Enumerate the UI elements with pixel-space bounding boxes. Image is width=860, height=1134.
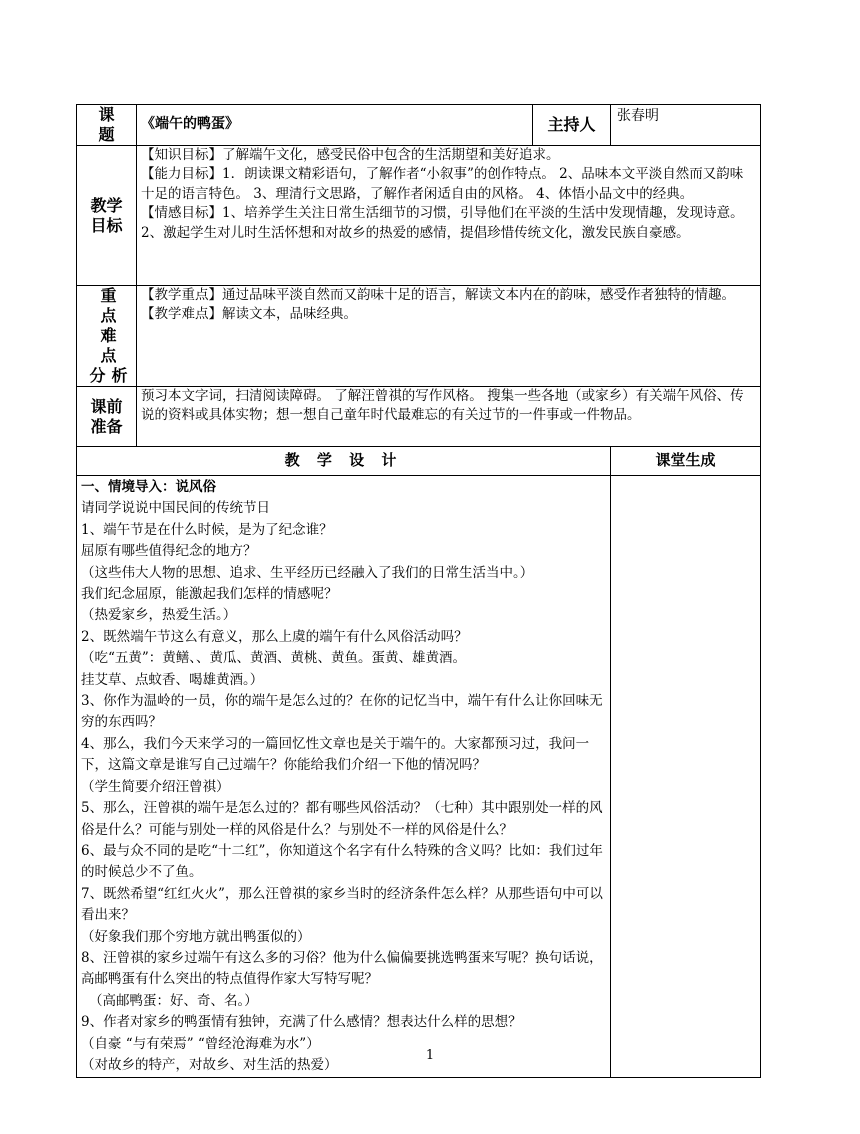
design-line: 7、既然希望“红红火火”，那么汪曾祺的家乡当时的经济条件怎么样？从那些语句中可以看出来？ xyxy=(81,885,603,924)
design-line: 1、端午节是在什么时候，是为了纪念谁？ xyxy=(81,521,333,538)
keypoints-row xyxy=(77,286,761,387)
topic-label xyxy=(77,105,137,146)
design-line: 5、那么，汪曾祺的端午是怎么过的？都有哪些风俗活动？（七种）其中跟别处一样的风俗是什么？可能与别处一样的风俗是什么？与别处不一样的风俗是什么？ xyxy=(81,800,603,838)
design-line: 6、最与众不同的是吃“十二红”，你知道这个名字有什么特殊的含义吗？比如：我们过年的时候总少不了鱼。 xyxy=(81,842,603,881)
emotion-goal: 【情感目标】1、培养学生关注日常生活细节的习惯，引导他们在平淡的生活中发现情趣，发现诗意。2、激起学生对儿时生活怀想和对故乡的热爱的感情，提倡珍惜传统文化，激发民族自豪感。 xyxy=(141,205,744,241)
design-line: 4、那么，我们今天来学习的一篇回忆性文章也是关于端午的。大家都预习过，我问一下，这篇文章是谁写自己过端午？你能给我们介绍一下他的情况吗？ xyxy=(81,735,590,774)
keypoints-label xyxy=(77,286,137,387)
section-title: 一、情境导入：说风俗 xyxy=(81,479,216,495)
lesson-title: 《端午的鸭蛋》 xyxy=(141,116,239,133)
design-line: 屈原有哪些值得纪念的地方？ xyxy=(81,543,257,560)
design-line: （自豪 “与有荣焉” “曾经沧海难为水”） xyxy=(81,1035,320,1052)
keypoints-content xyxy=(137,286,761,387)
prep-label-text: 课前 准备 xyxy=(90,396,123,436)
lesson-plan-table xyxy=(76,104,761,1078)
design-line: （学生简要介绍汪曾祺） xyxy=(81,778,230,795)
goals-label xyxy=(77,146,137,286)
classroom-generation-text: 课堂生成 xyxy=(655,451,716,470)
design-line: 9、作者对家乡的鸭蛋情有独钟，充满了什么感情？想表达什么样的思想？ xyxy=(81,1014,522,1031)
key-point: 【教学重点】通过品味平淡自然而又韵味十足的语言，解读文本内在的韵味，感受作者独特的情趣。 xyxy=(141,287,735,303)
prep-row xyxy=(77,387,761,447)
goals-content xyxy=(137,146,761,286)
difficult-point: 【教学难点】解读文本，品味经典。 xyxy=(141,306,357,323)
design-line: （高邮鸭蛋：好、奇、名。） xyxy=(89,992,258,1009)
design-body-row xyxy=(77,476,761,1078)
ability-goal: 【能力目标】1．朗读课文精彩语句，了解作者“小叙事”的创作特点。 2、品味本文平淡自然而又韵味十足的语言特色。 3、理清行文思路，了解作者闲适自由的风格。 4、体悟小品文中的经典。 xyxy=(141,166,744,202)
goals-label-text: 教学 目标 xyxy=(90,195,123,235)
design-header-row xyxy=(77,447,761,476)
goals-row xyxy=(77,146,761,286)
keypoints-label-text: 重 点 难 点 分析 xyxy=(89,286,134,385)
host-name: 张春明 xyxy=(617,108,659,124)
design-line: 我们纪念屈原，能激起我们怎样的情感呢？ xyxy=(81,586,338,603)
design-content xyxy=(77,476,611,1078)
topic-value xyxy=(137,105,533,146)
design-line: （这些伟大人物的思想、追求、生平经历已经融入了我们的日常生活当中。） xyxy=(81,564,534,581)
design-heading xyxy=(77,447,611,476)
prep-content xyxy=(137,387,761,447)
classroom-generation-cell xyxy=(611,476,761,1078)
host-value xyxy=(611,105,761,146)
prep-label xyxy=(77,387,137,447)
topic-label-text: 课 题 xyxy=(98,105,115,144)
design-line: 请同学说说中国民间的传统节日 xyxy=(81,500,270,517)
topic-row xyxy=(77,105,761,146)
design-line: 挂艾草、点蚊香、喝雄黄酒。） xyxy=(81,671,264,688)
host-label-text: 主持人 xyxy=(547,115,596,135)
classroom-generation-heading xyxy=(611,447,761,476)
design-line: 3、你作为温岭的一员，你的端午是怎么过的？在你的记忆当中，端午有什么让你回味无穷的东西吗？ xyxy=(81,693,603,731)
prep-text: 预习本文字词，扫清阅读障碍。 了解汪曾祺的写作风格。 搜集一些各地（或家乡）有关端午风俗、传说的资料或具体实物；想一想自己童年时代最难忘的有关过节的一件事或一件物品。 xyxy=(141,388,744,424)
design-line: （对故乡的特产，对故乡、对生活的热爱） xyxy=(81,1056,338,1073)
design-line: （吃“五黄”：黄鳝、、黄瓜、黄酒、黄桃、黄鱼。蛋黄、雄黄酒。 xyxy=(81,650,467,667)
design-line: （热爱家乡，热爱生活。） xyxy=(81,607,237,624)
design-line: 2、既然端午节这么有意义，那么上虞的端午有什么风俗活动吗？ xyxy=(81,628,468,645)
design-heading-text: 教 学 设 计 xyxy=(284,451,403,470)
design-line: （好象我们那个穷地方就出鸭蛋似的） xyxy=(81,928,311,945)
knowledge-goal: 【知识目标】了解端午文化，感受民俗中包含的生活期望和美好追求。 xyxy=(141,147,560,163)
host-label xyxy=(533,105,611,146)
design-line: 8、汪曾祺的家乡过端午有这么多的习俗？他为什么偏偏要挑选鸭蛋来写呢？换句话说，高邮鸭蛋有什么突出的特点值得作家大写特写呢？ xyxy=(81,949,603,988)
page-number: 1 xyxy=(425,1048,435,1063)
